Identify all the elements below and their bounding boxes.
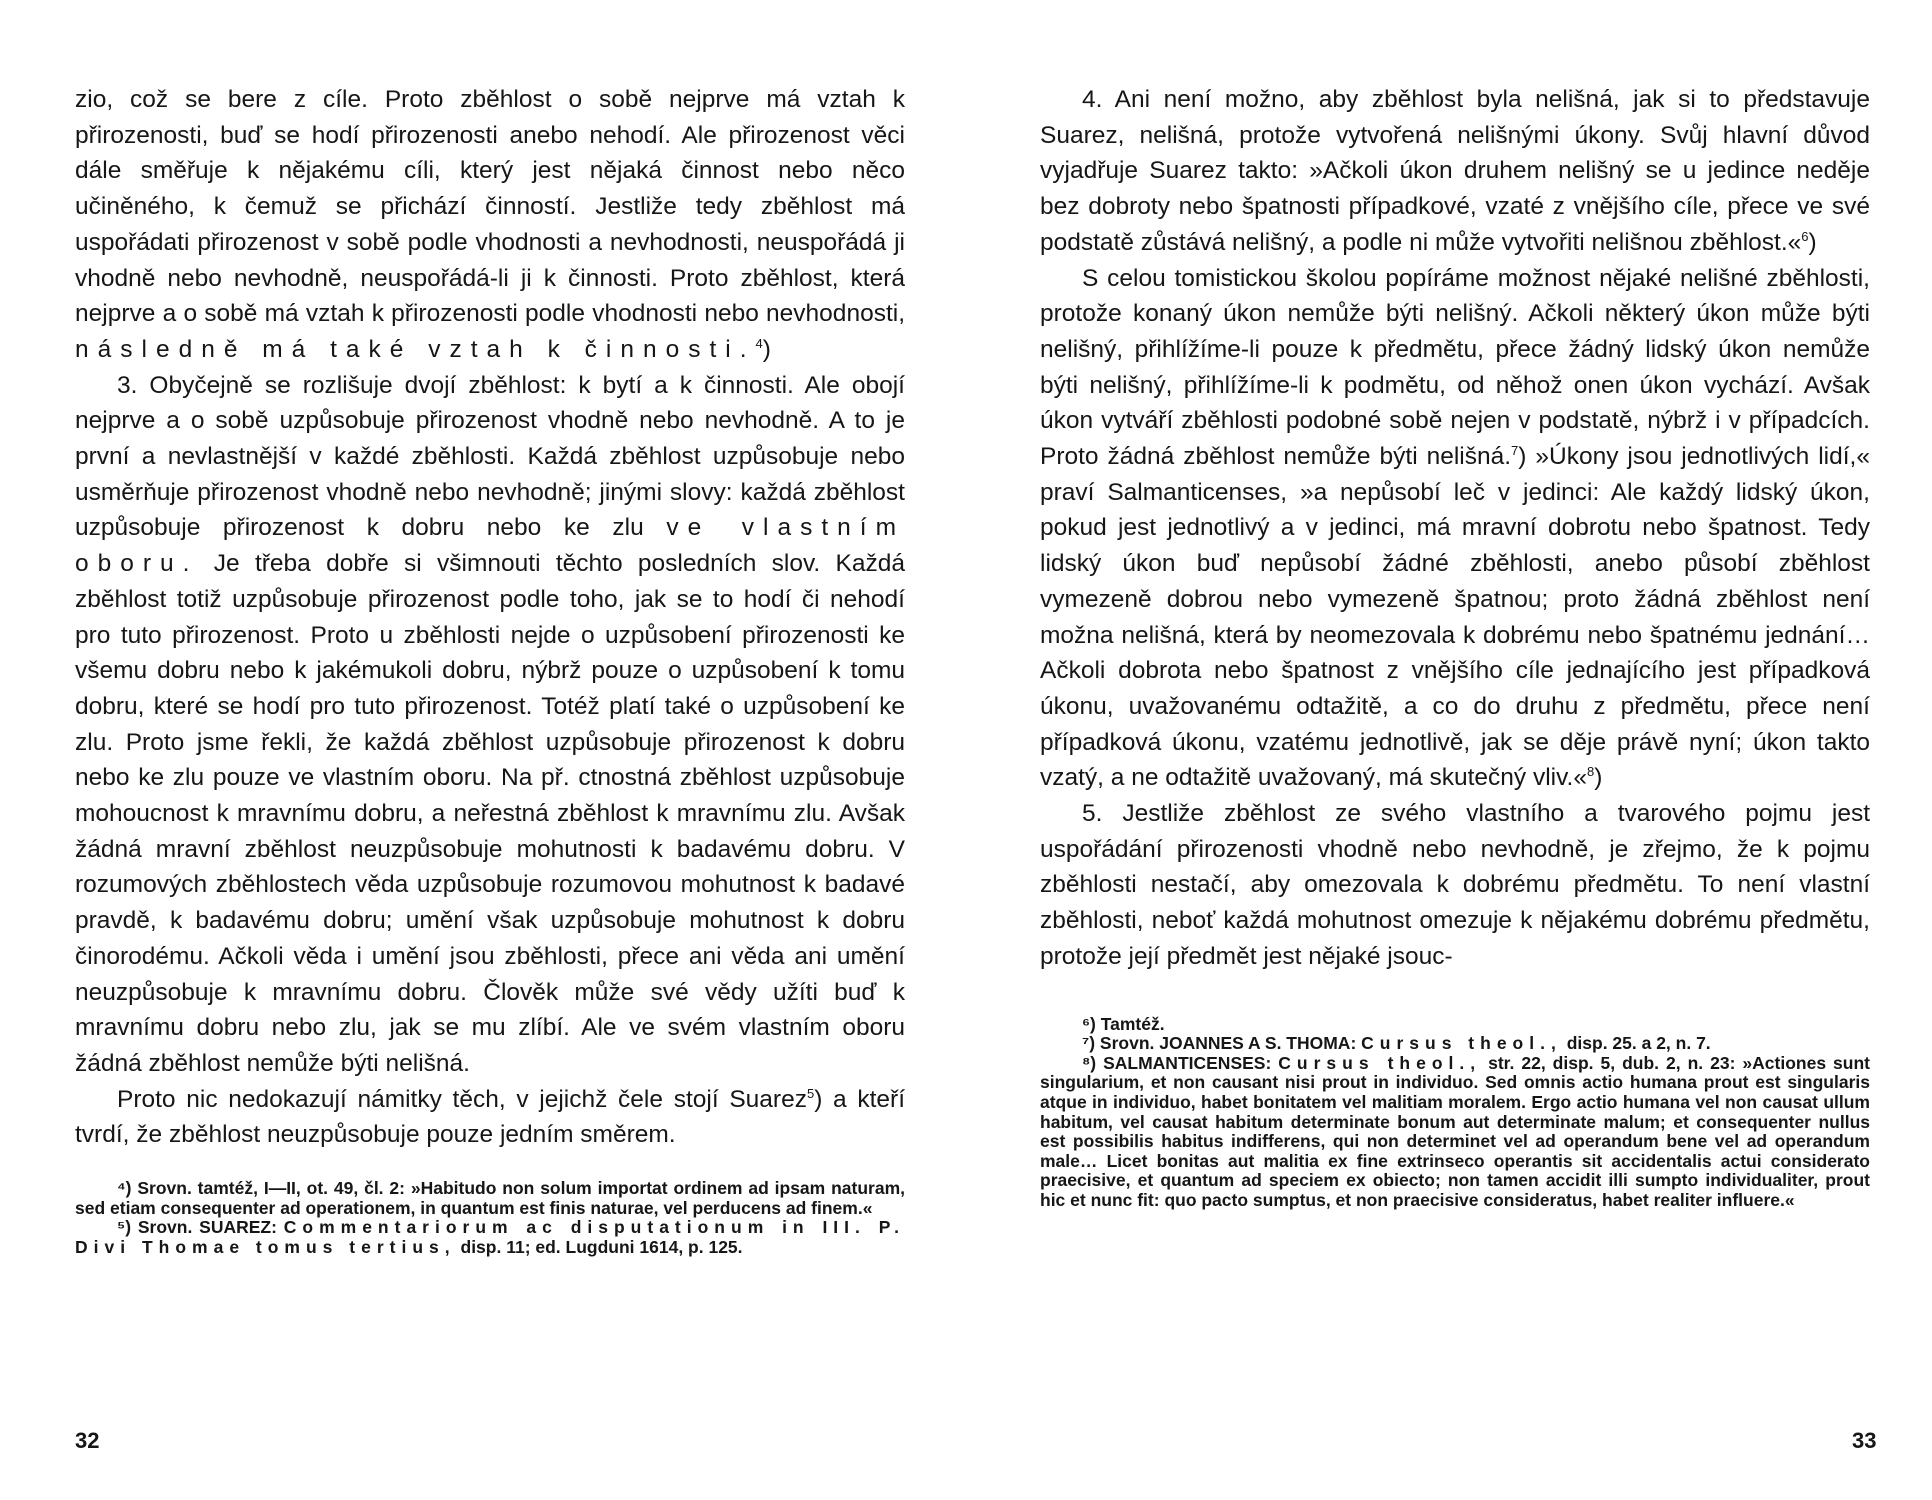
left-page <box>75 82 905 1257</box>
footnote-ref-8: 8 <box>1586 764 1595 780</box>
footnote-ref-6: 6 <box>1801 228 1809 244</box>
paragraph-5: 5. Jestliže zběhlost ze svého vlastního a tvarového pojmu jest uspořádání přirozenosti vhodně nebo nevhodně, je zřejmo, že k pojmu zběhlosti nestačí, aby omezovala k dobrému předmětu. To není vlastní zběhlosti, neboť každá mohutnost omezuje k nějakému dobrému předmětu, protože její předmět jest nějaké jsouc- <box>1040 800 1870 970</box>
paragraph-4: 4. Ani není možno, aby zběhlost byla nelišná, jak si to představuje Suarez, nelišná, protože vytvořená nelišnými úkony. Svůj hlavní důvod vyjadřuje Suarez takto: »Ačkoli úkon druhem nelišný se u jedince neděje bez dobroty nebo špatnosti případkové, vzaté z vnějšího cíle, přece ve své podstatě zůstává nelišný, a podle ni může vytvořiti nelišnou zběhlost.«$^6$) <box>1040 86 1870 256</box>
right-footnotes <box>1040 1015 1870 1211</box>
footnote-5: ⁵) Srovn. SUAREZ: Commentariorum ac disputationum in III. P. Divi Thomae tomus tertius, disp. 11; ed. Lugduni 1614, p. 125. <box>75 1217 905 1257</box>
footnote-ref-4: 4 <box>755 335 763 351</box>
page-number-right: 33 <box>1852 1428 1877 1453</box>
spaced-emphasis: ve vlastním oboru. <box>75 514 905 578</box>
left-body-text <box>75 82 905 1153</box>
paragraph-continuation: zio, což se bere z cíle. Proto zběhlost o sobě nejprve má vztah k přirozenosti, buď se hodí přirozenosti anebo nehodí. Ale přirozenost věci dále směřuje k nějakému cíli, který jest nějaká činnost nebo něco učiněného, k čemuž se přichází činností. Jestliže tedy zběhlost má uspořádati přirozenost v sobě podle vhodnosti a nevhodnosti, neuspořádá ji vhodně nebo nevhodně, neuspořádá-li ji k činnosti. Proto zběhlost, která nejprve a o sobě má vztah k přirozenosti podle vhodnosti nebo nevhodnosti, následně má také vztah k činnosti.$^4$) <box>75 86 905 363</box>
left-footnotes <box>75 1179 905 1257</box>
footnote-ref-5: 5 <box>806 1085 815 1101</box>
right-page <box>1040 82 1870 1211</box>
right-body-text <box>1040 82 1870 975</box>
spaced-emphasis: následně má také vztah k činnosti. <box>75 335 756 363</box>
footnote-7: ⁷) Srovn. JOANNES A S. THOMA: Cursus theol., disp. 25. a 2, n. 7. <box>1082 1033 1711 1054</box>
paragraph-3: 3. Obyčejně se rozlišuje dvojí zběhlost: k bytí a k činnosti. Ale obojí nejprve a o sobě uzpůsobuje přirozenost vhodně nebo nevhodně. A to je první a nevlastnější v každé zběhlosti. Každá zběhlost uzpůsobuje nebo usměrňuje přirozenost vhodně nebo nevhodně; jinými slovy: každá zběhlost uzpůsobuje přirozenost k dobru nebo ke zlu ve vlastním oboru. Je třeba dobře si všimnouti těchto posledních slov. Každá zběhlost totiž uzpůsobuje přirozenost podle toho, jak se to hodí či nehodí pro tuto přirozenost. Proto u zběhlosti nejde o uzpůsobení přirozenosti ke všemu dobru nebo k jakémukoli dobru, nýbrž pouze o uzpůsobení k tomu dobru, které se hodí pro tuto přirozenost. Totéž platí také o uzpůsobení ke zlu. Proto jsme řekli, že každá zběhlost uzpůsobuje přirozenost k dobru nebo ke zlu pouze ve vlastním oboru. Na př. ctnostná zběhlost uzpůsobuje mohoucnost k mravnímu dobru, a neřestná zběhlost k mravnímu zlu. Avšak žádná mravní zběhlost neuzpůsobuje mohutnosti k badavému dobru. V rozumových zběhlostech věda uzpůsobuje rozumovou mohutnost k badavé pravdě, k badavému dobru; umění však uzpůsobuje mohutnost k dobru činorodému. Ačkoli věda i umění jsou zběhlosti, přece ani věda ani umění neuzpůsobuje k mravnímu dobru. Člověk může své vědy užíti buď k mravnímu dobru nebo zlu, jak se mu zlíbí. Ale ve svém vlastním oboru žádná zběhlost nemůže býti nelišná. <box>75 371 906 1077</box>
paragraph-suarez: Proto nic nedokazují námitky těch, v jejichž čele stojí Suarez$^5$) a kteří tvrdí, že zběhlost neuzpůsobuje pouze jedním směrem. <box>75 1085 905 1149</box>
paragraph-tomist: S celou tomistickou školou popíráme možnost nějaké nelišné zběhlosti, protože konaný úkon nemůže býti nelišný. Ačkoli některý úkon může býti nelišný, přihlížíme-li pouze k předmětu, přece žádný lidský úkon nemůže býti nelišný, přihlížíme-li k podmětu, od něhož onen úkon vychází. Avšak úkon vytváří zběhlosti podobné sobě nejen v podstatě, nýbrž i v případcích. Proto žádná zběhlost nemůže býti nelišná.$^7$) »Úkony jsou jednotlivých lidí,« praví Salmanticenses, »a nepůsobí leč v jedinci: Ale každý lidský úkon, pokud jest jednotlivý a v jedinci, má mravní dobrotu nebo špatnost. Tedy lidský úkon buď nepůsobí žádné zběhlosti, anebo působí zběhlost vymezeně dobrou nebo vymezeně špatnou; proto žádná zběhlost není možna nelišná, která by neomezovala k dobrému nebo špatnému jednání… Ačkoli dobrota nebo špatnost z vnějšího cíle jednajícího jest případková úkonu, uvažovanému odtažitě, a co do druhu z předmětu, přece není případková úkonu, vzatému jednotlivě, jak se děje právě nyní; úkon takto vzatý, a ne odtažitě uvažovaný, má skutečný vliv.«$^8$) <box>1040 264 1870 792</box>
footnote-6: ⁶) Tamtéž. <box>1082 1013 1165 1034</box>
footnote-4: ⁴) Srovn. tamtéž, I—II, ot. 49, čl. 2: »Habitudo non solum importat ordinem ad ipsam naturam, sed etiam consequenter ad operationem, in quantum est finis naturae, vel perducens ad finem.« <box>75 1178 905 1218</box>
footnote-8: ⁸) SALMANTICENSES: Cursus theol., str. 22, disp. 5, dub. 2, n. 23: »Actiones sunt singularium, et non causant nisi prout in individuo. Sed omnis actio humana prout est singularis atque in individuo, habet bonitatem vel malitiam moralem. Ergo actio humana vel non causat ullum habitum, vel causat habitum determinate bonum aut determinate malum; et consequenter nullus est possibilis habitus indifferens, qui non determinet vel ad operandum bene vel ad operandum male… Licet bonitas aut malitia ex fine extrinseco operantis sit accidentalis actui considerato praecisive, et quantum ad speciem ex obiecto; non tamen accidit illi sumpto individualiter, prout hic et nunc fit: quo pacto sumptus, et non praecisive consideratus, habet realiter influere.« <box>1040 1052 1870 1210</box>
page-number-left: 32 <box>75 1428 100 1453</box>
footnote-ref-7: 7 <box>1511 442 1519 458</box>
